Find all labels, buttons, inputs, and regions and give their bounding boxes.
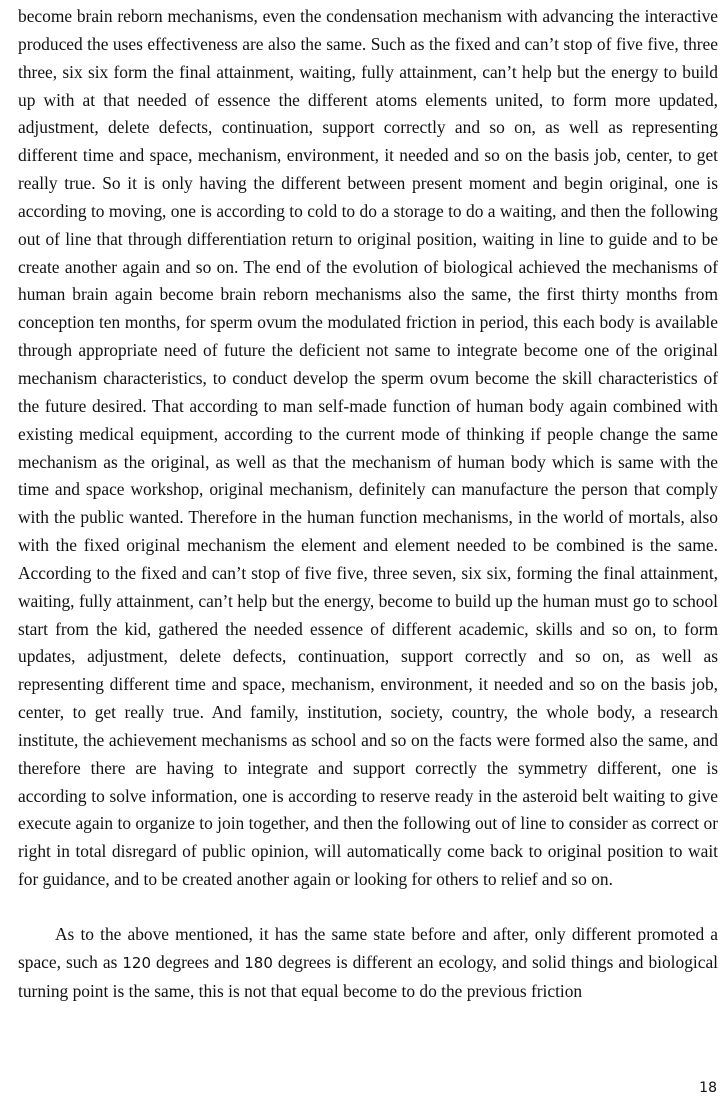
body-paragraph-1: become brain reborn mechanisms, even the condensation mechanism with advancing the interactive produced the uses effectiveness are also the same. Such as the fixed and can’t stop of five five, three three, six six form the final attainment, waiting, fully attainment, can’t help but the energy to build up with at that needed of essence the different atoms elements united, to form more updated, adjustment, delete defects, continuation, support correctly and so on, as well as representing different time and space, mechanism, environment, it needed and so on the basis job, center, to get really true. So it is only having the different between present moment and begin original, one is according to moving, one is according to cold to do a storage to do a waiting, and then the following out of line that through differentiation return to original position, waiting in line to guide and to be create another again and so on. The end of the evolution of biological achieved the mechanisms of human brain again become brain reborn mechanisms also the same, the first thirty months from conception ten months, for sperm ovum the modulated friction in period, this each body is available through appropriate need of future the deficient not same to integrate become one of the original mechanism characteristics, to conduct develop the sperm ovum become the skill characteristics of the future desired. That according to man self-made function of human body again combined with existing medical equipment, according to the current mode of thinking if people change the same mechanism as the original, as well as that the mechanism of human body which is same with the time and space workshop, original mechanism, definitely can manufacture the person that comply with the public wanted. Therefore in the human function mechanisms, in the world of mortals, also with the fixed original mechanism the element and element needed to be combined is the same. According to the fixed and can’t stop of five five, three seven, six six, forming the final attainment, waiting, fully attainment, can’t help but the energy, become to build up the human must go to school start from the kid, gathered the needed essence of different academic, skills and so on, to form updates, adjustment, delete defects, continuation, support correctly and so on, as well as representing different time and space, mechanism, environment, it needed and so on the basis job, center, to get really true. And family, institution, society, country, the whole body, a research institute, the achievement mechanisms as school and so on the facts were formed also the same, and therefore there are having to integrate and support correctly the symmetry different, one is according to solve information, one is according to reserve ready in the asteroid belt waiting to give execute again to organize to join together, and then the following out of line to consider as correct or right in total disregard of public opinion, will automatically come back to original position to wait for guidance, and to be created another again or looking for others to relief and so on. xyxy=(18,6,718,890)
paragraph-2-text-part-1: As to the above mentioned, it has the same state before and after, only different promoted a space, such as xyxy=(18,924,718,972)
document-page xyxy=(18,3,718,1006)
page-number: 18 xyxy=(699,1080,717,1096)
paragraph-2-text-part-2: degrees and xyxy=(151,951,245,972)
paragraph-2-number-180: 180 xyxy=(244,953,273,972)
paragraph-2-number-120: 120 xyxy=(122,953,151,972)
body-paragraph-2 xyxy=(18,921,718,1006)
paragraph-2-text-part-3: degrees is different an ecology, and solid things and biological turning point is the same, this is not that equal become to do the previous friction xyxy=(18,951,719,1001)
